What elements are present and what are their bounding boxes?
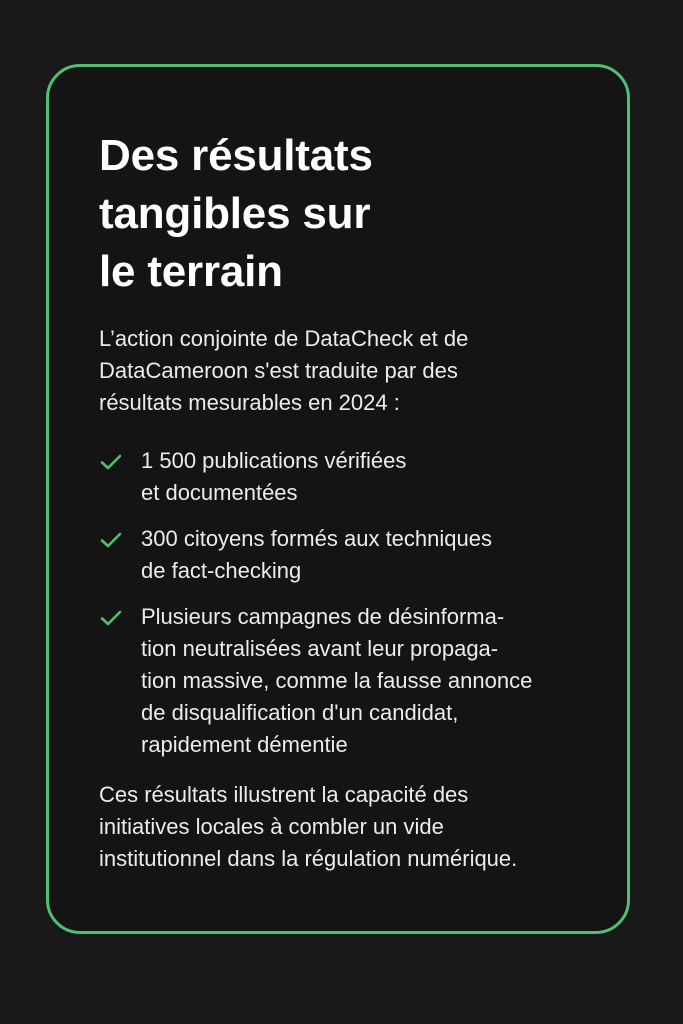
- list-item: [99, 601, 639, 761]
- title-line: le terrain: [99, 247, 283, 296]
- list-item-line: 1 500 publications vérifiées: [141, 448, 407, 473]
- intro-paragraph: [99, 323, 639, 419]
- results-list: [99, 445, 639, 761]
- outro-line: Ces résultats illustrent la capacité des: [99, 782, 469, 807]
- outro-paragraph: [99, 779, 639, 875]
- title-line: Des résultats: [99, 131, 373, 180]
- outro-line: institutionnel dans la régulation numérique.: [99, 846, 518, 871]
- list-item-line: rapidement démentie: [141, 732, 348, 757]
- intro-line: DataCameroon s'est traduite par des: [99, 358, 458, 383]
- list-item-line: de fact-checking: [141, 558, 302, 583]
- card-content: [99, 127, 639, 875]
- results-card: [46, 64, 630, 934]
- intro-line: résultats mesurables en 2024 :: [99, 390, 400, 415]
- check-icon: [99, 453, 123, 471]
- list-item: [99, 445, 639, 509]
- list-item-line: 300 citoyens formés aux techniques: [141, 526, 492, 551]
- card-title: [99, 127, 639, 301]
- check-icon: [99, 531, 123, 549]
- list-item-line: de disqualification d'un candidat,: [141, 700, 459, 725]
- list-item-line: Plusieurs campagnes de désinforma-: [141, 604, 505, 629]
- list-item-line: tion massive, comme la fausse annonce: [141, 668, 533, 693]
- intro-line: L’action conjointe de DataCheck et de: [99, 326, 469, 351]
- list-item: [99, 523, 639, 587]
- title-line: tangibles sur: [99, 189, 371, 238]
- check-icon: [99, 609, 123, 627]
- list-item-line: et documentées: [141, 480, 298, 505]
- outro-line: initiatives locales à combler un vide: [99, 814, 444, 839]
- list-item-line: tion neutralisées avant leur propaga-: [141, 636, 499, 661]
